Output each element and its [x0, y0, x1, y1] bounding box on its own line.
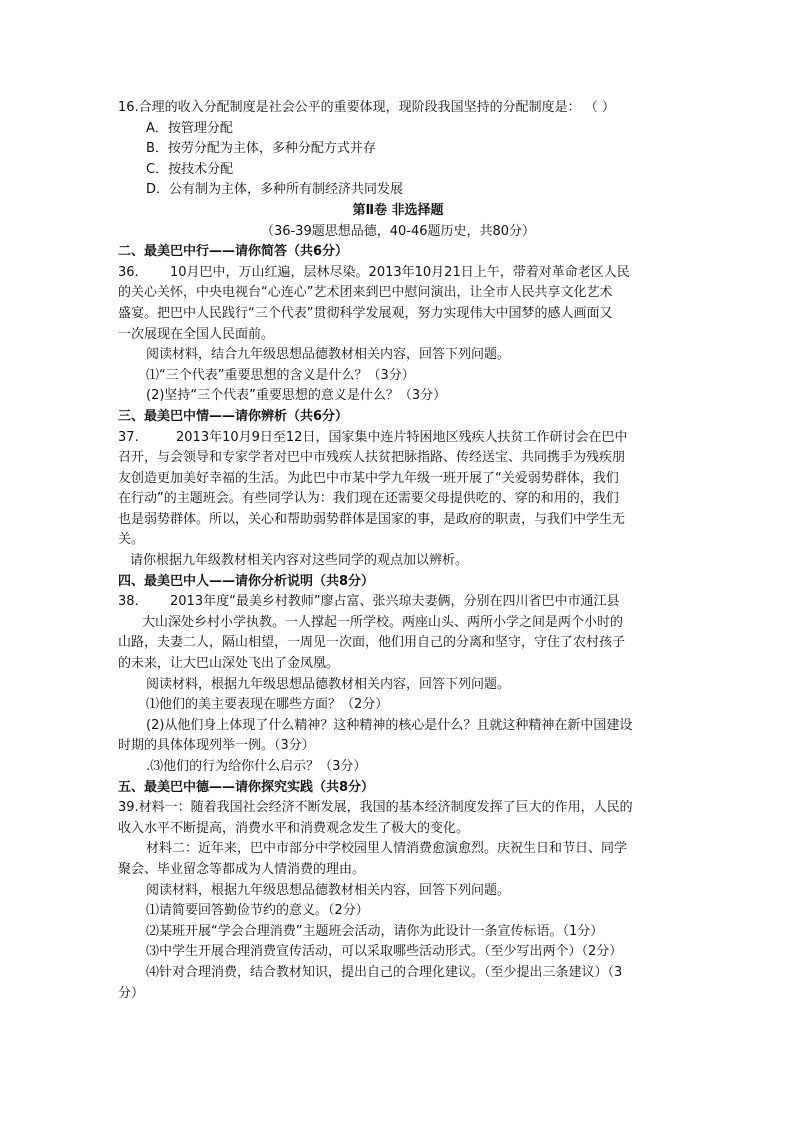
q36-para-line-1: 10月巴中，万山红遍，层林尽染。2013年10月21日上午，带着对革命老区人民: [170, 264, 630, 280]
q38-instruction: 阅读材料，根据九年级思想品德教材相关内容，回答下列问题。: [146, 676, 511, 692]
q38-number: 38.: [118, 594, 139, 610]
q39-question-1: ⑴请简要回答勤俭节约的意义。（2分）: [146, 903, 369, 919]
q39-material1-line2: 收入水平不断提高，消费水平和消费观念发生了极大的变化。: [118, 820, 470, 836]
q37-para-line-2: 召开，与会领导和专家学者对巴中市残疾人扶贫把脉指路、传经送宝、共同携手为残疾朋: [118, 450, 626, 466]
q39-question-3: ⑶中学生开展合理消费宣传活动，可以采取哪些活动形式。（至少写出两个）（2分）: [146, 944, 623, 960]
q36-para-line-3: 盛宴。把巴中人民践行“三个代表”贯彻科学发展观，努力实现伟大中国梦的感人画面又: [118, 305, 613, 321]
q39-material1-line1: 39.材料一：随着我国社会经济不断发展，我国的基本经济制度发挥了巨大的作用，人民的: [118, 800, 633, 816]
q37-first-line: [118, 428, 678, 449]
q38-para-line-3: 山路，夫妻二人，隔山相望，一周见一次面，他们用自己的分离和坚守，守住了农村孩子: [118, 635, 626, 651]
q39-material2-line2: 聚会、毕业留念等都成为人情消费的理由。: [118, 861, 366, 877]
q37-para-line-4: 在行动”的主题班会。有些同学认为：我们现在还需要父母提供吃的、穿的和用的，我们: [118, 491, 619, 507]
part2-title: 第Ⅱ卷 非选择题: [352, 202, 444, 218]
q36-question-2: (2)坚持“三个代表”重要思想的意义是什么？（3分）: [146, 388, 447, 404]
q39-instruction: 阅读材料，根据九年级思想品德教材相关内容，回答下列问题。: [146, 882, 511, 898]
q36-para-line-4: 一次展现在全国人民面前。: [118, 326, 275, 342]
section2-heading: 二、最美巴中行——请你简答（共6分）: [118, 244, 349, 260]
q37-instruction: 请你根据九年级教材相关内容对这些同学的观点加以辨析。: [130, 553, 469, 569]
section5-heading: 五、最美巴中德——请你探究实践（共8分）: [118, 779, 375, 795]
q37-para-line-3: 友创造更加美好幸福的生活。为此巴中市某中学九年级一班开展了“关爱弱势群体，我们: [118, 470, 619, 486]
q38-question-2a: (2)从他们身上体现了什么精神？这种精神的核心是什么？且就这种精神在新中国建设: [146, 717, 633, 733]
q16-option-a: A．按管理分配: [146, 120, 233, 136]
q39-question-4b: 分）: [118, 985, 145, 1001]
q37-para-line-6: 关。: [118, 532, 145, 548]
exam-page: [118, 98, 678, 1004]
q38-para-line-4: 的未来，让大巴山深处飞出了金凤凰。: [118, 656, 340, 672]
q38-para-line-1: 2013年度“最美乡村教师”廖占富、张兴琼夫妻俩，分别在四川省巴中市通江县: [170, 594, 620, 610]
q36-instruction: 阅读材料，结合九年级思想品德教材相关内容，回答下列问题。: [146, 347, 511, 363]
q38-first-line: [118, 592, 678, 613]
q37-number: 37.: [118, 429, 139, 445]
q38-question-2b: 时期的具体体现列举一例。（3分）: [118, 738, 315, 754]
q16-option-d: D．公有制为主体，多种所有制经济共同发展: [146, 182, 404, 198]
q16-stem: 16.合理的收入分配制度是社会公平的重要体现，现阶段我国坚持的分配制度是： （ ）: [118, 100, 615, 115]
section3-heading: 三、最美巴中情——请你辨析（共6分）: [118, 408, 349, 424]
q16-option-b: B．按劳分配为主体，多种分配方式并存: [146, 141, 376, 157]
q38-question-3: .⑶他们的行为给你什么启示？（3分）: [146, 759, 367, 774]
part2-note: （36-39题思想品德，40-46题历史，共80分）: [260, 223, 536, 239]
q38-question-1: ⑴他们的美主要表现在哪些方面？（2分）: [146, 697, 389, 713]
q39-material2-line1: 材料二：近年来，巴中市部分中学校园里人情消费愈演愈烈。庆祝生日和节日、同学: [146, 841, 628, 857]
q39-question-4a: ⑷针对合理消费，结合教材知识，提出自己的合理化建议。（至少提出三条建议）（3: [146, 964, 623, 980]
q37-para-line-5: 也是弱势群体。所以，关心和帮助弱势群体是国家的事，是政府的职责，与我们中学生无: [118, 511, 626, 527]
q36-para-line-2: 的关心关怀，中央电视台“心连心”艺术团来到巴中慰问演出，让全市人民共享文化艺术: [118, 285, 613, 301]
section4-heading: 四、最美巴中人——请你分析说明（共8分）: [118, 573, 375, 589]
q39-question-2: ⑵某班开展“学会合理消费”主题班会活动，请你为此设计一条宣传标语。（1分）: [146, 923, 604, 939]
q37-para-line-1: 2013年10月9日至12日，国家集中连片特困地区残疾人扶贫工作研讨会在巴中: [176, 429, 628, 445]
q38-para-line-2: 大山深处乡村小学执教。一人撑起一所学校。两座山头、两所小学之间是两个小时的: [142, 614, 624, 630]
q36-question-1: ⑴“三个代表”重要思想的含义是什么？（3分）: [146, 367, 415, 383]
q36-number: 36.: [118, 264, 139, 280]
q36-first-line: [118, 263, 678, 284]
q16-option-c: C．按技术分配: [146, 161, 234, 177]
